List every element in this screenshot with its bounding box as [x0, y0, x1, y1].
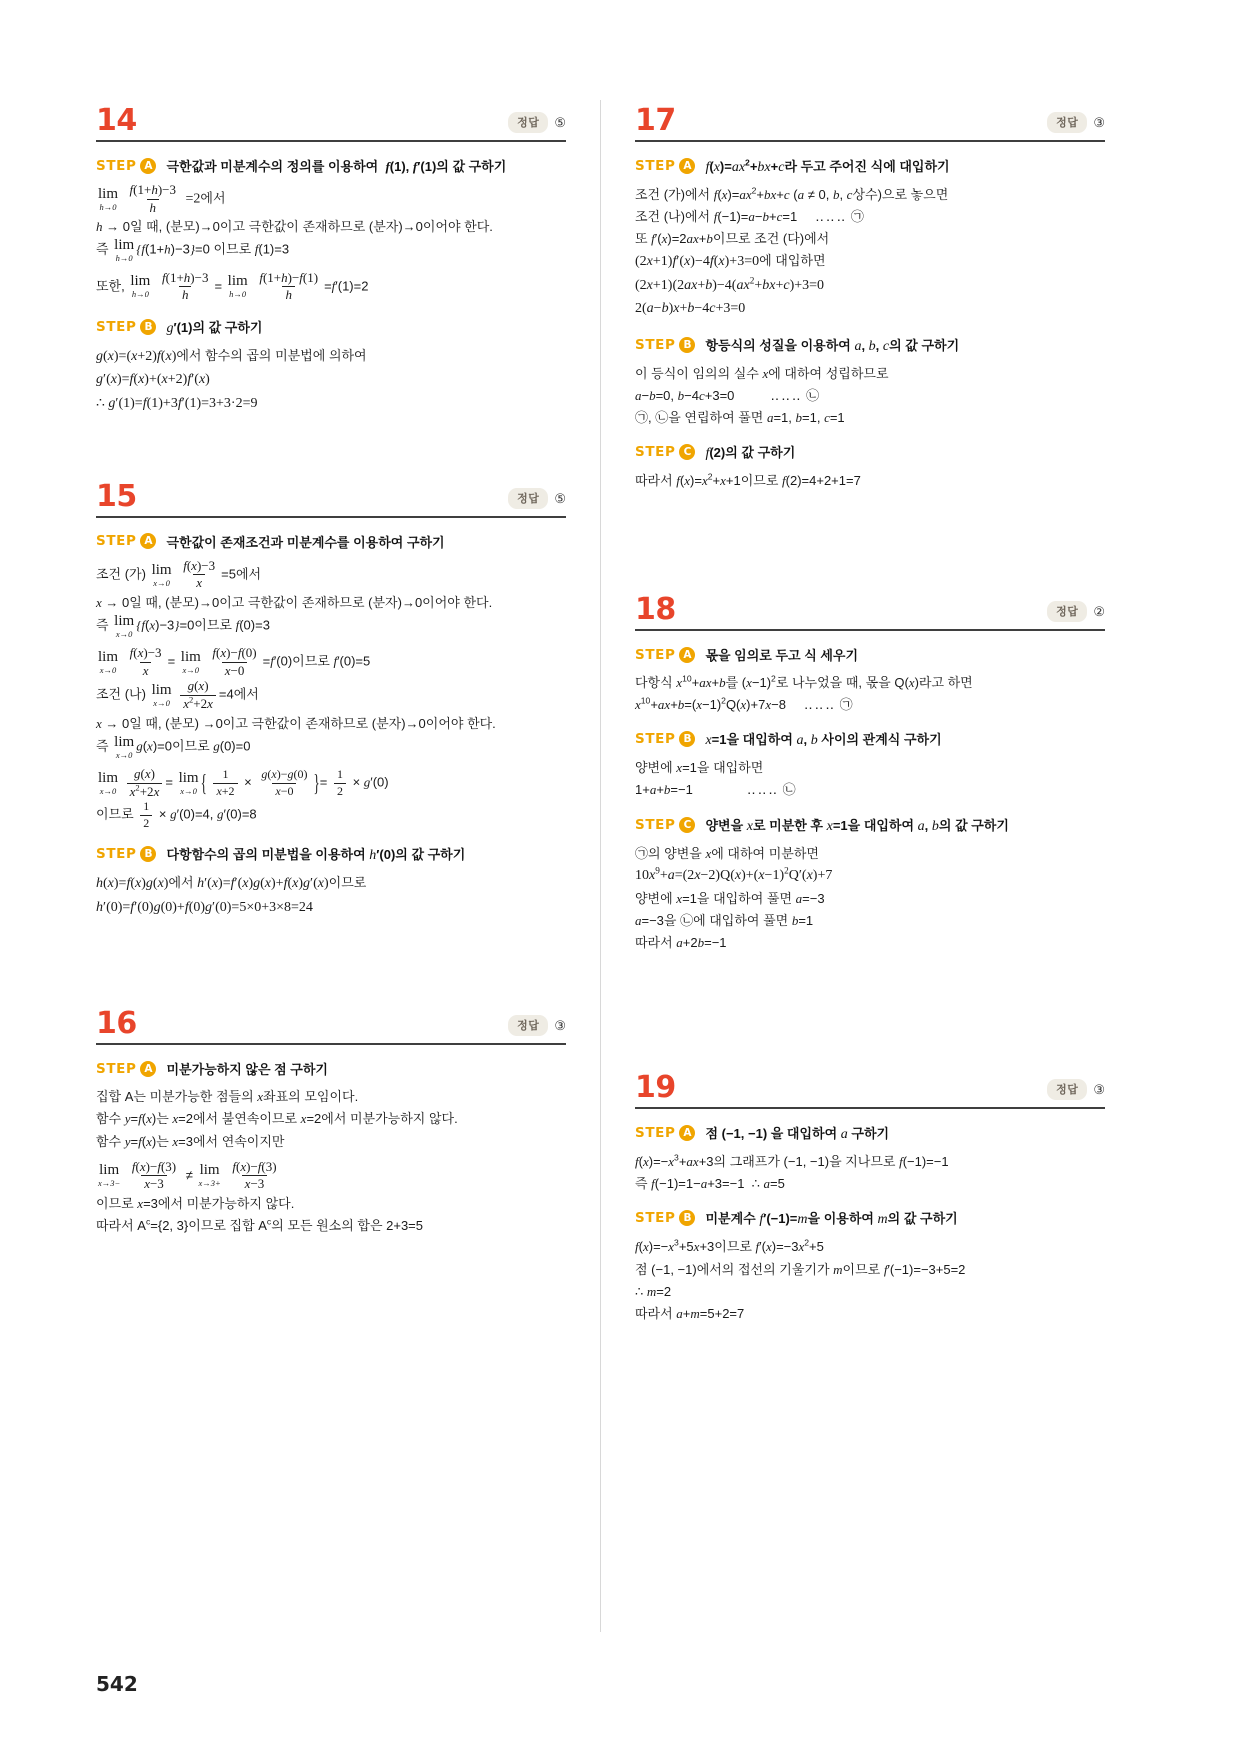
- text-line: h → 0일 때, (분모)→0이고 극한값이 존재하므로 (분자)→0이어야 한다.: [96, 219, 493, 235]
- math-line: (2x+1)f′(x)−4f(x)+3=0에 대입하면: [635, 253, 826, 270]
- text-line: a−b=0, b−4c+3=0 ‥‥‥ ㉡: [635, 388, 820, 404]
- text-line: $f(x)=-x^3+5x+3$이므로 $f'(x)=-3x^2+5$: [635, 1238, 824, 1255]
- text-line: x → 0일 때, (분모)→0이고 극한값이 존재하므로 (분자)→0이어야 한다.: [96, 594, 493, 610]
- problem-header: [635, 1063, 1105, 1109]
- math-line: 또한, lim h→0 $\frac{f(1+h)-3}{h}$ = lim h→0 $\frac{f(1+h)-f(1)}{h}$ =f′(1)=2: [96, 269, 369, 303]
- step-word: STEP: [96, 318, 137, 335]
- text-line: 이 등식이 임의의 실수 x에 대하여 성립하므로: [635, 366, 889, 382]
- math-line: $10x^9+a=(2x-2)Q(x)+(x-1)^2Q'(x)+7$: [635, 864, 833, 883]
- step-word: STEP: [635, 731, 676, 748]
- step-title: x=1을 대입하여 a, b 사이의 관계식 구하기: [705, 732, 942, 749]
- step-badge: A: [140, 533, 156, 549]
- problem-number: 17: [635, 103, 676, 138]
- problem-14: [96, 96, 566, 416]
- problem-16: [96, 999, 566, 1235]
- step-badge: A: [679, 647, 695, 663]
- step-badge: B: [140, 846, 156, 862]
- text-line: 따라서 $f(x)=x^2+x+1$이므로 f(2)=4+2+1=7: [635, 471, 861, 489]
- text-line: $f(x)=-x^3+ax+3$의 그래프가 (−1, −1)을 지나므로 f(−1)=−1: [635, 1153, 949, 1170]
- text-line: 점 (−1, −1)에서의 접선의 기울기가 m이므로 f′(−1)=−3+5=2: [635, 1261, 966, 1277]
- text-line: 조건 (가)에서 $f(x)=ax^2+bx+c$ (a ≠ 0, b, c상수)으로 놓으면: [635, 185, 949, 202]
- step-badge: B: [679, 731, 695, 747]
- step-word: STEP: [635, 1125, 676, 1142]
- math-line: 2(a−b)x+b−4c+3=0: [635, 301, 746, 317]
- problem-number: 15: [96, 478, 137, 514]
- answer-group: [508, 112, 566, 136]
- math-line: lim x→0 $\frac{g(x)}{x^2+2x}$ = lim x→0 { $\frac{1}{x+2}$ × $\frac{g(x)-g(0)}{x-0}$ }= $\frac{1}{2}$ × g′(0): [98, 766, 389, 799]
- problem-header: [635, 96, 1105, 142]
- problem-number: 19: [635, 1070, 676, 1106]
- math-line: 조건 (가) lim x→0 $\frac{f(x)-3}{x}$ =5에서: [96, 557, 262, 591]
- answer-label: 정답: [508, 112, 548, 133]
- answer-group: [1047, 1079, 1105, 1103]
- problem-number: 18: [635, 592, 676, 628]
- answer-group: [508, 488, 566, 512]
- step-title: 몫을 임의로 두고 식 세우기: [705, 648, 859, 664]
- answer-value: ③: [1093, 1082, 1105, 1098]
- answer-value: ③: [1093, 115, 1105, 130]
- problem-header: [635, 585, 1105, 631]
- text-line: 즉 lim h→0 {f(1+h)−3}=0 이므로 f(1)=3: [96, 237, 290, 264]
- text-line: 즉 lim x→0 g(x)=0이므로 g(0)=0: [96, 733, 251, 760]
- step-header: [635, 442, 1105, 462]
- answer-label: 정답: [1047, 1079, 1087, 1100]
- answer-value: ⑤: [554, 490, 566, 506]
- text-line: a=−3을 ㉡에 대입하여 풀면 b=1: [635, 913, 814, 929]
- two-column-body: [96, 96, 1144, 1632]
- step-title: 극한값이 존재조건과 미분계수를 이용하여 구하기: [166, 534, 445, 550]
- math-line: g(x)=(x+2)f(x)에서 함수의 곱의 미분법에 의하여: [96, 347, 367, 364]
- problem-header: [96, 472, 566, 518]
- math-line: lim x→0 $\frac{f(x)-3}{x}$ = lim x→0 $\frac{f(x)-f(0)}{x-0}$ =f′(0)이므로 f′(0)=5: [98, 645, 371, 678]
- step-header: [635, 1123, 1105, 1143]
- math-line: 이므로 $\frac{1}{2}$ × g′(0)=4, g′(0)=8: [96, 799, 257, 830]
- step-header: [96, 844, 566, 864]
- math-line: lim h→0 $\frac{f(1+h)-3}{h}$ =2에서: [98, 182, 226, 215]
- step-header: [96, 1059, 566, 1078]
- answer-label: 정답: [508, 1015, 548, 1036]
- text-line: ㉠의 양변을 x에 대하여 미분하면: [635, 845, 819, 861]
- text-line: 집합 A는 미분가능한 점들의 x좌표의 모임이다.: [96, 1089, 359, 1105]
- step-title: 미분가능하지 않은 점 구하기: [166, 1062, 328, 1078]
- step-badge: B: [679, 337, 695, 353]
- problem-18: [635, 585, 1105, 953]
- right-column: [601, 96, 1105, 1632]
- text-line: 양변에 x=1을 대입하여 풀면 a=−3: [635, 891, 825, 907]
- step-header: [635, 729, 1105, 749]
- answer-label: 정답: [508, 488, 548, 509]
- problem-15: [96, 472, 566, 920]
- answer-value: ②: [1093, 604, 1105, 620]
- step-title: 다항함수의 곱의 미분법을 이용하여 h′(0)의 값 구하기: [166, 847, 466, 864]
- page-number: 542: [96, 1672, 138, 1696]
- step-title: 극한값과 미분계수의 정의를 이용하여 f(1), f′(1)의 값 구하기: [166, 159, 507, 174]
- problem-header: [96, 96, 566, 142]
- step-badge: A: [140, 1061, 156, 1077]
- text-line: 따라서 $A^c=\{2$, 3}이므로 집합 $A^c$의 모든 원소의 합은 2+3=5: [96, 1216, 424, 1233]
- text-line: 다항식 $x^{10}+ax+b$를 $(x-1)^2$로 나누었을 때, 몫을 Q(x)라고 하면: [635, 674, 973, 691]
- text-line: 함수 y=f(x)는 x=2에서 불연속이므로 x=2에서 미분가능하지 않다.: [96, 1111, 458, 1127]
- step-word: STEP: [635, 646, 676, 663]
- problem-header: [96, 999, 566, 1045]
- problem-19: [635, 1063, 1105, 1323]
- step-header: [96, 156, 566, 175]
- step-header: [635, 815, 1105, 835]
- step-word: STEP: [96, 157, 137, 174]
- step-header: [635, 335, 1105, 355]
- text-line: 양변에 x=1을 대입하면: [635, 760, 764, 776]
- step-header: [635, 156, 1105, 176]
- step-word: STEP: [635, 1210, 676, 1227]
- answer-group: [508, 1015, 566, 1039]
- text-line: 따라서 a+2b=−1: [635, 935, 727, 951]
- math-line: ∴ g′(1)=f(1)+3f′(1)=3+3·2=9: [96, 396, 258, 412]
- step-word: STEP: [96, 1060, 137, 1077]
- answer-label: 정답: [1047, 601, 1087, 622]
- answer-group: [1047, 601, 1105, 625]
- math-line: h′(0)=f′(0)g(0)+f(0)g′(0)=5×0+3×8=24: [96, 899, 313, 915]
- step-title: 항등식의 성질을 이용하여 a, b, c의 값 구하기: [705, 338, 960, 355]
- step-header: [635, 645, 1105, 664]
- answer-label: 정답: [1047, 112, 1087, 133]
- step-word: STEP: [96, 533, 137, 550]
- step-header: [635, 1208, 1105, 1228]
- step-title: 점 (−1, −1) 을 대입하여 a 구하기: [705, 1126, 890, 1143]
- text-line: 함수 y=f(x)는 x=3에서 연속이지만: [96, 1133, 285, 1149]
- math-line: g′(x)=f(x)+(x+2)f′(x): [96, 372, 210, 388]
- text-line: 또 f′(x)=2ax+b이므로 조건 (다)에서: [635, 231, 830, 247]
- step-badge: B: [140, 319, 156, 335]
- step-word: STEP: [635, 816, 676, 833]
- step-badge: A: [679, 1125, 695, 1141]
- step-badge: A: [679, 158, 695, 174]
- step-badge: C: [679, 444, 695, 460]
- step-title: f(2)의 값 구하기: [705, 445, 796, 462]
- left-column: [96, 96, 600, 1632]
- step-header: [96, 532, 566, 551]
- math-line: 조건 (나) lim x→0 $\frac{g(x)}{x^2+2x}$ =4에서: [96, 678, 259, 712]
- text-line: 조건 (나)에서 f(−1)=a−b+c=1 ‥‥‥ ㉠: [635, 209, 864, 225]
- step-badge: C: [679, 817, 695, 833]
- step-badge: B: [679, 1210, 695, 1226]
- text-line: ㉠, ㉡을 연립하여 풀면 a=1, b=1, c=1: [635, 410, 845, 426]
- math-line: lim x→3− $\frac{f(x)-f(3)}{x-3}$ ≠ lim x→3+ $\frac{f(x)-f(3)}{x-3}$: [98, 1158, 277, 1192]
- step-title: $f(x)=ax^2+bx+c$라 두고 주어진 식에 대입하기: [705, 157, 950, 175]
- answer-value: ⑤: [554, 115, 566, 130]
- step-title: g′(1)의 값 구하기: [166, 319, 263, 336]
- text-line: 이므로 x=3에서 미분가능하지 않다.: [96, 1195, 295, 1211]
- problem-17: [635, 96, 1105, 491]
- math-line: h(x)=f(x)g(x)에서 h′(x)=f′(x)g(x)+f(x)g′(x)이므로: [96, 875, 367, 892]
- text-line: 따라서 a+m=5+2=7: [635, 1305, 745, 1321]
- step-title: 미분계수 f′(−1)=m을 이용하여 m의 값 구하기: [705, 1211, 958, 1228]
- answer-value: ③: [554, 1018, 566, 1034]
- step-word: STEP: [635, 158, 676, 174]
- text-line: ∴ m=2: [635, 1283, 672, 1299]
- answer-group: [1047, 112, 1105, 136]
- text-line: 즉 f(−1)=1−a+3=−1 ∴ a=5: [635, 1176, 785, 1192]
- problem-number: 14: [96, 103, 137, 138]
- math-line: $x^{10}+ax+b=(x-1)^2Q(x)+7x-8$ ‥‥‥ ㉠: [635, 696, 853, 713]
- text-line: 즉 lim x→0 {f(x)−3}=0이므로 f(0)=3: [96, 612, 270, 639]
- step-word: STEP: [635, 444, 676, 461]
- text-line: 1+a+b=−1 ‥‥‥ ㉡: [635, 782, 796, 798]
- step-badge: A: [140, 158, 156, 174]
- step-title: 양변을 x로 미분한 후 x=1을 대입하여 a, b의 값 구하기: [705, 817, 1009, 834]
- step-word: STEP: [635, 337, 676, 354]
- math-line: $(2x+1)(2ax+b)-4(ax^2+bx+c)+3=0$: [635, 275, 825, 293]
- problem-number: 16: [96, 1006, 137, 1042]
- step-header: [96, 317, 566, 337]
- step-word: STEP: [96, 846, 137, 863]
- text-line: x → 0일 때, (분모) →0이고 극한값이 존재하므로 (분자)→0이어야 한다.: [96, 715, 496, 731]
